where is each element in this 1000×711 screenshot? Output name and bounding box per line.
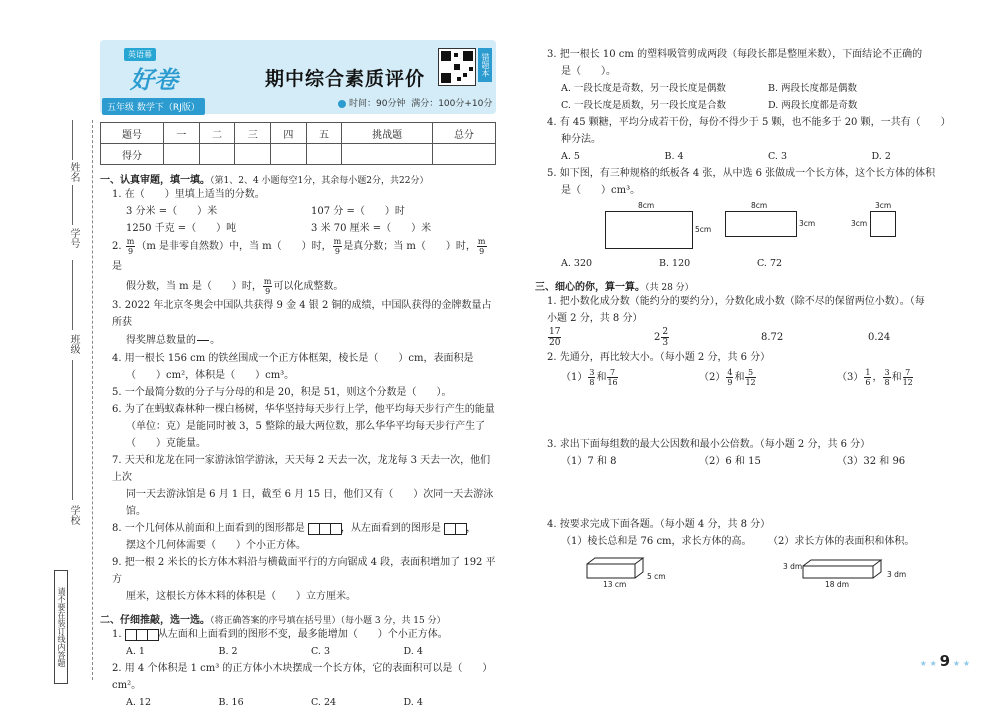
score-table xyxy=(100,122,496,165)
question-3-1-cont: 小题 2 分，共 8 分） xyxy=(547,313,643,324)
question-2-3-options-a: A. 一段长度是奇数，另一段长度是偶数 B. 两段长度都是偶数 xyxy=(561,83,858,94)
question-2-4-options: A. 5 B. 4 C. 3 D. 2 xyxy=(561,151,891,162)
score-cell[interactable] xyxy=(342,144,433,165)
binding-strip xyxy=(0,0,96,711)
question-1-2: 2. $\frac{m}{9}$ （m 是非零自然数）中，当 m（ ）时， $\frac{m}{9}$ 是真分数；当 m（ ）时， $\frac{m}{9}$ 是 xyxy=(112,237,486,272)
grade-label: 五年级 数学下（RJ版） xyxy=(102,98,205,115)
school-line xyxy=(72,360,73,500)
table-header: 二 xyxy=(199,123,235,144)
exam-meta xyxy=(338,96,492,109)
score-cell[interactable] xyxy=(164,144,200,165)
table-header: 三 xyxy=(235,123,271,144)
score-cell[interactable] xyxy=(271,144,307,165)
fraction: $\frac{m}{9}$ xyxy=(477,237,486,256)
front-view-figure xyxy=(308,523,341,534)
table-header: 五 xyxy=(306,123,342,144)
cardboard-a xyxy=(605,211,693,249)
section-3-title: 三、细心的你，算一算。（共 28 分） xyxy=(535,282,694,293)
page-number: ★ ★ 9 ★ ★ xyxy=(919,652,970,670)
question-3-1: 1. 把小数化成分数（能约分的要约分），分数化成小数（除不尽的保留两位小数）。（每 xyxy=(547,296,925,307)
answer-space-3-2[interactable] xyxy=(535,390,975,436)
exam-time: 时间：90分钟 xyxy=(349,99,406,109)
question-1-2-cont: 假分数，当 m 是（ ）时， $\frac{m}{9}$ 可以化成整数。 xyxy=(126,277,344,296)
question-3-1-items: $\frac{17}{20}$ 2 $\frac{2}{3}$ 8.72 0.24 xyxy=(549,327,891,348)
table-header: 题号 xyxy=(101,123,164,144)
question-2-1: 1. 从左面和上面看到的图形不变，最多能增加（ ）个小正方体。 xyxy=(112,629,448,640)
brand-label: 英语幕 xyxy=(124,48,156,61)
class-line xyxy=(72,260,73,330)
question-3-2-items: （1） $\frac{3}{8}$ 和 $\frac{7}{16}$ （2） $\frac{4}{9}$ 和 $\frac{5}{12}$ （3） $\frac{1}{6}$ ， $\frac{3}{8}$ 和 $\frac{7}{12}$ xyxy=(561,368,913,387)
question-1-7: 7. 天天和龙龙在同一家游泳馆学游泳，天天每 2 天去一次，龙龙每 3 天去一次，他们上次 xyxy=(112,455,491,483)
class-label: 班级 xyxy=(68,334,79,354)
question-1-6: 6. 为了在蚂蚁森林种一棵白杨树，华华坚持每天步行上学，他平均每天步行产生的能量 xyxy=(112,404,495,415)
question-1-9: 9. 把一根 2 米长的长方体木料沿与横截面平行的方向锯成 4 段，表面积增加了 192 平方 xyxy=(112,557,496,585)
logo-text: 好卷 xyxy=(130,66,178,94)
question-2-3-cont: 是（ ）。 xyxy=(561,66,616,77)
question-1-1: 1. 在（ ）里填上适当的分数。 xyxy=(112,189,265,200)
cardboard-figures: 8cm 5cm 8cm 3cm 3cm 3cm xyxy=(535,199,975,255)
score-cell[interactable] xyxy=(306,144,342,165)
question-3-4-items: （1）棱长总和是 76 cm，求长方体的高。 （2）求长方体的表面积和体积。 xyxy=(561,536,915,547)
cube-figure xyxy=(125,629,158,640)
binding-reminder: 请不要在装订线内答题 xyxy=(54,570,68,684)
name-label: 姓名 xyxy=(68,162,79,182)
table-header: 一 xyxy=(164,123,200,144)
score-cell[interactable] xyxy=(199,144,235,165)
cuboid-b xyxy=(803,560,881,578)
logo xyxy=(110,44,190,98)
left-view-figure xyxy=(444,523,466,534)
table-header: 总分 xyxy=(432,123,495,144)
answer-space-3-3[interactable] xyxy=(535,470,975,516)
section-1-title: 一、认真审题，填一填。（第1、2、4 小题每空1分，其余每小题2分，共22分） xyxy=(100,175,429,186)
exam-header xyxy=(100,40,496,114)
cuboid-drawings xyxy=(535,550,975,590)
cuboid-figures: 13 cm 5 cm 3 dm 18 dm 3 dm xyxy=(535,550,975,590)
question-1-5: 5. 一个最简分数的分子与分母的和是 20，积是 51，则这个分数是（ ）。 xyxy=(112,387,452,398)
question-1-9-cont: 厘米，这根长方体木料的体积是（ ）立方厘米。 xyxy=(126,591,356,602)
question-2-2: 2. 用 4 个体积是 1 cm³ 的正方体小木块摆成一个长方体，它的表面积可以是（ ）cm²。 xyxy=(112,663,493,691)
question-2-5: 5. 如下图，有三种规格的纸板各 4 张，从中选 6 张做成一个长方体，这个长方体的体积 xyxy=(547,168,936,179)
question-1-3: 3. 2022 年北京冬奥会中国队共获得 9 金 4 银 2 铜的成绩，中国队获得的金牌数量占所获 xyxy=(112,300,492,328)
question-1-6-cont2: （ ）克能量。 xyxy=(126,438,206,449)
question-1-3-cont: 得奖牌总数量的 。 xyxy=(112,331,496,350)
table-row-label: 得分 xyxy=(101,144,164,165)
question-2-4: 4. 有 45 颗糖，平均分成若干份，每份不得少于 5 颗，也不能多于 20 颗，一共有（ ） xyxy=(547,117,951,128)
question-1-6-cont: （单位：克）是能同时被 3，5 整除的最大两位数，那么华华平均每天步行产生了 xyxy=(126,421,486,432)
score-cell[interactable] xyxy=(235,144,271,165)
question-1-1-items-b: 1250 千克 =（ ）吨 3 米 70 厘米 =（ ）米 xyxy=(126,223,432,234)
name-line xyxy=(72,120,73,160)
exam-score: 满分：100分+10分 xyxy=(411,99,493,109)
question-2-3-options-b: C. 一段长度是质数，另一段长度是合数 D. 两段长度都是奇数 xyxy=(561,100,858,111)
question-3-2: 2. 先通分，再比较大小。（每小题 2 分，共 6 分） xyxy=(547,352,771,363)
page-title: 期中综合素质评价 xyxy=(265,68,426,90)
question-1-1-items-a: 3 分米 =（ ）米 107 分 =（ ）时 xyxy=(126,206,405,217)
question-3-4: 4. 按要求完成下面各题。（每小题 4 分，共 8 分） xyxy=(547,519,771,530)
question-1-7-cont: 同一天去游泳馆是 6 月 1 日，截至 6 月 15 日，他们又有（ ）次同一天去游泳馆。 xyxy=(126,489,494,517)
score-table-row xyxy=(101,144,496,165)
score-cell[interactable] xyxy=(432,144,495,165)
question-1-4: 4. 用一根长 156 cm 的铁丝围成一个正方体框架，棱长是（ ）cm，表面积是 xyxy=(112,353,474,364)
binding-dashed-line xyxy=(92,120,93,680)
question-1-8: 8. 一个几何体从前面和上面看到的图形都是 ，从左面看到的图形是 ， xyxy=(112,523,477,534)
table-header: 四 xyxy=(271,123,307,144)
error-book-label: 错题本 xyxy=(478,48,492,82)
id-label: 学号 xyxy=(68,228,79,248)
question-2-2-options: A. 12 B. 16 C. 24 D. 4 xyxy=(126,697,423,708)
question-2-3: 3. 把一根长 10 cm 的塑料吸管剪成两段（每段长都是整厘米数），下面结论不正确的 xyxy=(547,49,923,60)
question-3-3-items: （1）7 和 8 （2）6 和 15 （3）32 和 96 xyxy=(561,456,906,467)
question-2-1-options: A. 1 B. 2 C. 3 D. 4 xyxy=(126,646,423,657)
qr-code-icon xyxy=(438,48,476,86)
table-header: 挑战题 xyxy=(342,123,433,144)
question-3-3: 3. 求出下面每组数的最大公因数和最小公倍数。（每小题 2 分，共 6 分） xyxy=(547,439,871,450)
question-1-4-cont: （ ）cm²，体积是（ ）cm³。 xyxy=(126,370,295,381)
cardboard-c xyxy=(870,211,896,237)
cuboid-a xyxy=(587,558,643,578)
score-table-header-row xyxy=(101,123,496,144)
section-2-title: 二、仔细推敲，选一选。（将正确答案的序号填在括号里）（每小题 3 分，共 15 分） xyxy=(100,615,446,626)
fraction: $\frac{m}{9}$ xyxy=(333,237,342,256)
question-1-8-cont: 摆这个几何体需要（ ）个小正方体。 xyxy=(126,540,306,551)
clock-icon xyxy=(338,100,346,108)
question-2-5-options: A. 320 B. 120 C. 72 xyxy=(561,258,783,269)
fraction: $\frac{m}{9}$ xyxy=(263,277,272,296)
cardboard-b xyxy=(725,211,797,237)
question-2-4-cont: 种分法。 xyxy=(561,134,601,145)
fraction: $\frac{m}{9}$ xyxy=(126,237,135,256)
school-label: 学校 xyxy=(68,505,79,525)
id-line xyxy=(72,185,73,225)
question-2-5-cont: 是（ ）cm³。 xyxy=(561,185,641,196)
